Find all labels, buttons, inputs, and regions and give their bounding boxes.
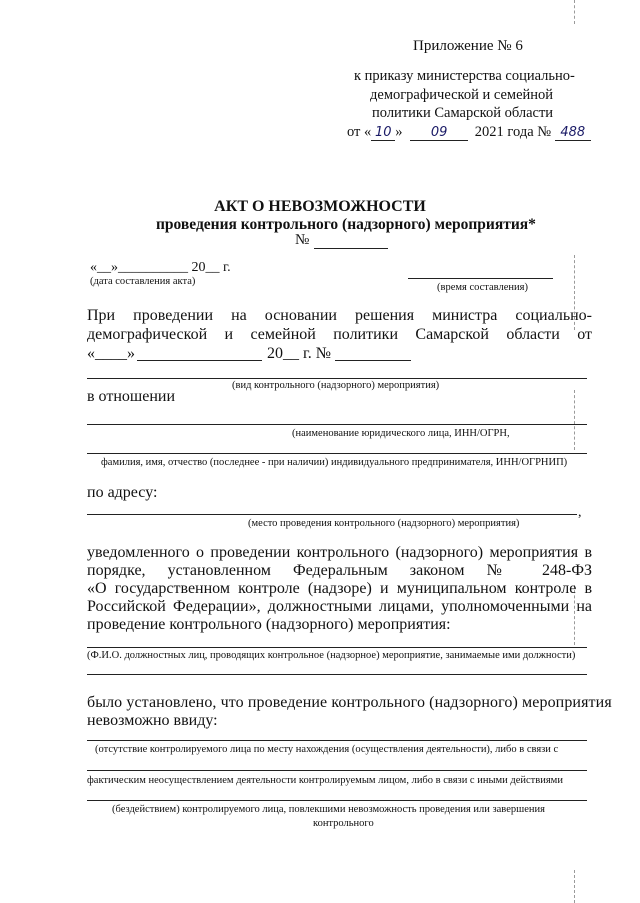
kind-caption: (вид контрольного (надзорного) мероприятия) <box>232 380 440 391</box>
entity-line <box>87 424 587 425</box>
notice-line-4: Российской Федерации», должностными лицами, уполномоченными на <box>87 598 592 615</box>
scan-edge-line <box>574 0 575 24</box>
act-number-label: № <box>295 232 310 248</box>
address-label: по адресу: <box>87 484 158 501</box>
date-year: 2021 года № <box>474 124 552 140</box>
time-line <box>408 278 553 279</box>
date-line: «__»__________ 20__ г. <box>90 260 231 275</box>
officials-caption: (Ф.И.О. должностных лиц, проводящих контрольное (надзорное) мероприятие, занимаемые ими должности) <box>87 650 576 661</box>
intro-year-number: 20__ г. № <box>267 345 332 362</box>
reason-line-3 <box>87 800 587 801</box>
intro-line-1: При проведении на основании решения министра социально- <box>87 307 592 324</box>
notice-line-2: порядке, установленном Федеральным законом № 248-ФЗ <box>87 562 592 579</box>
intro-line-2: демографической и семейной политики Самарской области от <box>87 326 592 343</box>
decision-number-line <box>335 360 411 361</box>
officials-line-2 <box>87 674 587 675</box>
intro-date-open: «____» <box>87 345 135 362</box>
act-subtitle: проведения контрольного (надзорного) мероприятия* <box>156 216 536 233</box>
reason-caption-2: фактическим неосуществлением деятельности контролируемым лицом, либо в связи с иными действиями <box>87 775 563 786</box>
entity-caption: (наименование юридического лица, ИНН/ОГРН, <box>292 428 510 439</box>
reason-line-1 <box>87 740 587 741</box>
order-number-handwritten: 488 <box>555 125 591 141</box>
time-caption: (время составления) <box>437 282 528 293</box>
finding-line-2: невозможно ввиду: <box>87 712 218 729</box>
notice-line-1: уведомленного о проведении контрольного (надзорного) мероприятия в <box>87 544 592 561</box>
appendix-line-1: к приказу министерства социально- <box>354 68 575 84</box>
scan-edge-line <box>574 390 575 450</box>
appendix-date-row <box>347 124 591 141</box>
reason-caption-3: (бездействием) контролируемого лица, повлекшими невозможность проведения или завершения <box>112 804 545 815</box>
finding-line-1: было установлено, что проведение контрольного (надзорного) мероприятия <box>87 694 612 711</box>
kind-line <box>87 378 587 379</box>
act-title: АКТ О НЕВОЗМОЖНОСТИ <box>214 198 426 215</box>
date-caption: (дата составления акта) <box>90 276 196 287</box>
appendix-title: Приложение № 6 <box>413 38 523 54</box>
notice-line-5: проведение контрольного (надзорного) мероприятия: <box>87 616 451 633</box>
reason-line-2 <box>87 770 587 771</box>
date-month-handwritten: 09 <box>410 125 468 141</box>
person-line <box>87 453 587 454</box>
address-comma: , <box>578 505 582 520</box>
appendix-line-2: демографической и семейной <box>370 87 554 103</box>
scan-edge-line <box>574 870 575 903</box>
notice-line-3: «О государственном контроле (надзоре) и муниципальном контроле в <box>87 580 592 597</box>
regarding-label: в отношении <box>87 388 176 405</box>
date-mid: » <box>395 124 403 140</box>
reason-caption-4: контрольного <box>313 818 374 829</box>
reason-caption-1: (отсутствие контролируемого лица по месту нахождения (осуществления деятельности), либо в связи с <box>95 744 559 755</box>
date-day-handwritten: 10 <box>371 125 395 141</box>
address-line <box>87 514 577 515</box>
decision-date-line <box>137 360 262 361</box>
act-number-line <box>314 248 388 249</box>
officials-line <box>87 647 587 648</box>
date-prefix: от « <box>347 124 372 140</box>
appendix-line-3: политики Самарской области <box>372 105 554 121</box>
address-caption: (место проведения контрольного (надзорного) мероприятия) <box>248 518 520 529</box>
person-caption: фамилия, имя, отчество (последнее - при наличии) индивидуального предпринимателя, ИНН/ОГРНИП) <box>101 457 568 468</box>
